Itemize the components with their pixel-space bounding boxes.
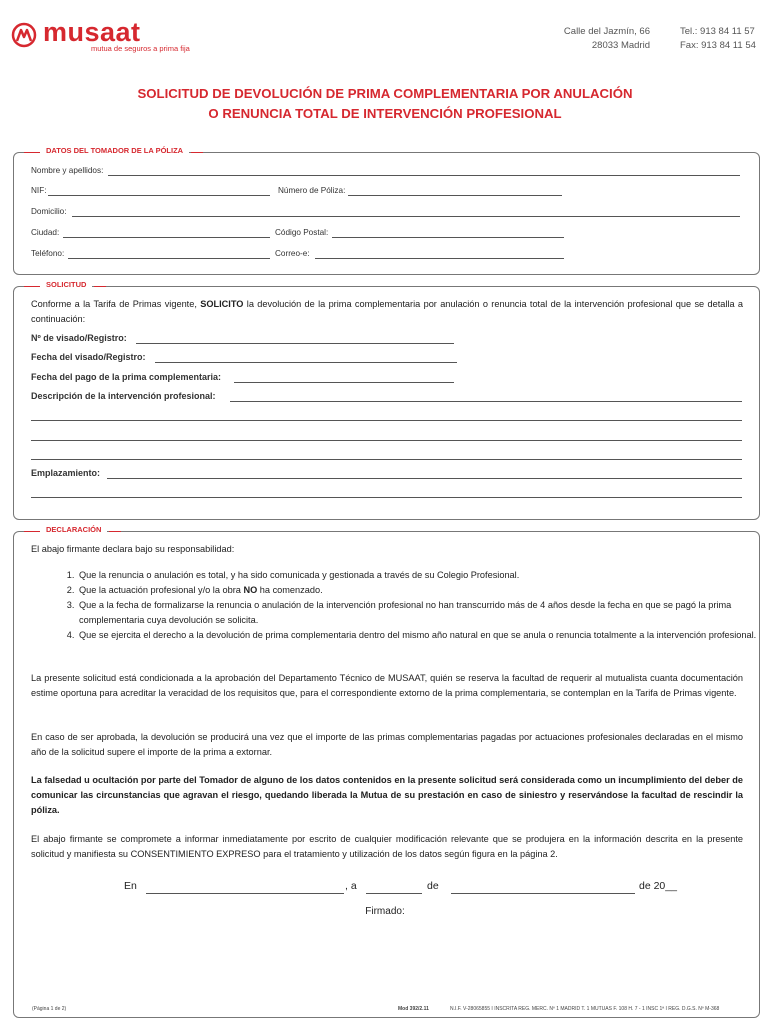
- fecha-visado-field[interactable]: [155, 362, 457, 363]
- sign-year-label: de 20__: [639, 880, 677, 892]
- tomador-section: [13, 146, 760, 275]
- address-line1: Calle del Jazmín, 66: [563, 26, 650, 37]
- descripcion-line-4[interactable]: [31, 459, 742, 460]
- domicilio-label: Domicilio:: [31, 207, 67, 216]
- document-title: [0, 84, 770, 124]
- tomador-section-label: DATOS DEL TOMADOR DE LA PÓLIZA: [24, 146, 189, 155]
- item-text: Que a la fecha de formalizarse la renuncia o anulación de la intervención profesional no han transcurrido más de 4 años desde la fecha en que se pagó la prima complementaria cuya devolución se solicita.: [79, 600, 732, 625]
- sign-month-field[interactable]: [451, 893, 635, 894]
- fecha-visado-label: Fecha del visado/Registro:: [31, 352, 146, 362]
- descripcion-field[interactable]: [230, 401, 742, 402]
- brand-name: musaat: [43, 17, 141, 47]
- sign-de-label: de: [427, 880, 439, 892]
- telefono-field[interactable]: [68, 258, 270, 259]
- emplazamiento-field[interactable]: [107, 478, 742, 479]
- declaracion-para2: En caso de ser aprobada, la devolución se producirá una vez que el importe de las primas complementarias pagadas por actuaciones profesionales declaradas en el mismo año de la solicitud supere el importe de la prima a extornar.: [31, 732, 743, 757]
- declaracion-item: [77, 583, 762, 598]
- nombre-label: Nombre y apellidos:: [31, 166, 104, 175]
- poliza-label: Número de Póliza:: [278, 186, 346, 195]
- address-line2: 28033 Madrid: [591, 40, 650, 51]
- correo-field[interactable]: [315, 258, 564, 259]
- declaracion-item: [77, 628, 762, 643]
- address-block: [562, 25, 650, 53]
- legal-info: N.I.F. V-28065855 I INSCRITA REG. MERC. Nº 1 MADRID T. 1 MUTUAS F. 108 H. 7 - 1 INSC 1ª I REG. D.G.S. Nº M-368: [450, 1006, 720, 1012]
- model-code: Mod 392/2.11: [398, 1006, 429, 1012]
- intro-bold: SOLICITO: [200, 299, 244, 309]
- nif-field[interactable]: [48, 195, 270, 196]
- visado-label: Nº de visado/Registro:: [31, 333, 127, 343]
- fecha-pago-label: Fecha del pago de la prima complementaria:: [31, 372, 222, 382]
- nombre-field[interactable]: [108, 175, 740, 176]
- musaat-logo-icon: [11, 22, 37, 48]
- brand-tagline: mutua de seguros a prima fija: [91, 44, 190, 53]
- item-text: Que la actuación profesional y/o la obra: [79, 585, 244, 595]
- descripcion-label: Descripción de la intervención profesional:: [31, 391, 216, 401]
- declaracion-list: [60, 568, 762, 643]
- declaracion-para3: La falsedad u ocultación por parte del Tomador de alguno de los datos contenidos en la presente solicitud será considerada como un incumplimiento del deber de comunicar las circunstancias que agravan el riesgo, quedando liberada la Mutua de su prestación en caso de siniestro y reservándose la facultad de rescindir la póliza.: [31, 775, 743, 815]
- descripcion-line-3[interactable]: [31, 440, 742, 441]
- item-bold: NO: [243, 585, 258, 595]
- solicitud-intro: [31, 297, 743, 327]
- poliza-field[interactable]: [348, 195, 562, 196]
- declaracion-section-label: DECLARACIÓN: [24, 525, 107, 534]
- cp-field[interactable]: [332, 237, 564, 238]
- fax: Fax: 913 84 11 54: [680, 40, 756, 51]
- telefono-label: Teléfono:: [31, 249, 65, 258]
- emplazamiento-line-2[interactable]: [31, 497, 742, 498]
- declaracion-para1: La presente solicitud está condicionada a la aprobación del Departamento Técnico de MUSAAT, quién se reserva la facultad de requerir al mutualista cuanta documentación estime oportuna para acreditar la veracidad de los requisitos que, para el correspondiente extorno de la prima complementaria, se contemplan en la Tarifa de Primas vigente.: [31, 673, 743, 698]
- declaracion-para4: El abajo firmante se compromete a informar inmediatamente por escrito de cualquier modificación relevante que se produjera en la información descrita en la presente solicitud y manifiesta su CONSENTIMIENTO EXPRESO para el tratamiento y utilización de los datos según figura en la página 2.: [31, 834, 743, 859]
- phone: Tel.: 913 84 11 57: [680, 26, 755, 37]
- intro-text: Conforme a la Tarifa de Primas vigente,: [31, 299, 201, 309]
- nif-label: NIF:: [31, 186, 47, 195]
- musaat-logo: [11, 17, 211, 56]
- sign-a-label: , a: [345, 880, 357, 892]
- emplazamiento-label: Emplazamiento:: [31, 468, 101, 478]
- item-text-cont: ha comenzado.: [257, 585, 323, 595]
- sign-day-field[interactable]: [366, 893, 422, 894]
- title-line2: O RENUNCIA TOTAL DE INTERVENCIÓN PROFESIONAL: [208, 106, 562, 121]
- sign-en-label: En: [124, 880, 137, 892]
- domicilio-field[interactable]: [72, 216, 740, 217]
- solicitud-section-label: SOLICITUD: [24, 280, 92, 289]
- descripcion-line-2[interactable]: [31, 420, 742, 421]
- declaracion-item: [77, 598, 762, 628]
- declaracion-intro: El abajo firmante declara bajo su responsabilidad:: [31, 544, 235, 554]
- cp-label: Código Postal:: [275, 228, 329, 237]
- sign-place-field[interactable]: [146, 893, 344, 894]
- correo-label: Correo-e:: [275, 249, 310, 258]
- firmado-label: Firmado:: [365, 906, 405, 917]
- title-line1: SOLICITUD DE DEVOLUCIÓN DE PRIMA COMPLEMENTARIA POR ANULACIÓN: [137, 86, 633, 101]
- fecha-pago-field[interactable]: [234, 382, 454, 383]
- contact-block: [680, 25, 760, 53]
- ciudad-field[interactable]: [63, 237, 270, 238]
- ciudad-label: Ciudad:: [31, 228, 60, 237]
- item-text: Que la renuncia o anulación es total, y ha sido comunicada y gestionada a través de su Colegio Profesional.: [79, 570, 520, 580]
- intro-text-cont: la devolución de la prima complementaria por anulación o renuncia total de la intervención profesional que se detalla a continuación:: [31, 299, 744, 324]
- declaracion-item: [77, 568, 762, 583]
- visado-field[interactable]: [136, 343, 454, 344]
- page-number: (Página 1 de 2): [32, 1006, 67, 1012]
- item-text: Que se ejercita el derecho a la devolución de prima complementaria dentro del mismo año natural en que se anula o renuncia totalmente a la intervención profesional.: [79, 630, 757, 640]
